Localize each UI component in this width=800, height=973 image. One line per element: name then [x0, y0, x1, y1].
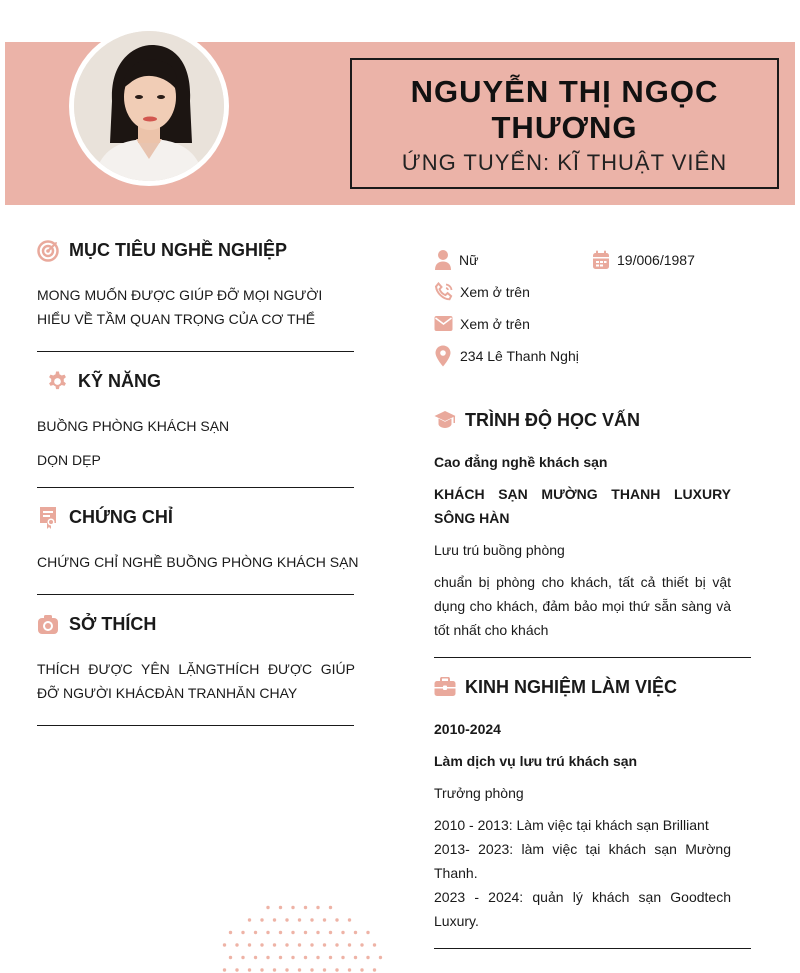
decorative-dot	[291, 931, 294, 934]
decorative-dot	[354, 931, 357, 934]
decorative-dot	[223, 943, 226, 946]
decorative-dot	[260, 968, 263, 971]
divider	[37, 487, 354, 488]
decorative-dot	[316, 906, 319, 909]
decorative-dot	[304, 906, 307, 909]
decorative-dot	[316, 956, 319, 959]
candidate-name: NGUYỄN THỊ NGỌC THƯƠNG	[410, 74, 719, 145]
decorative-dot	[329, 956, 332, 959]
decorative-dot	[248, 968, 251, 971]
decorative-dot	[348, 968, 351, 971]
hobbies-text: THÍCH ĐƯỢC YÊN LẶNGTHÍCH ĐƯỢC GIÚP ĐỠ NGƯỜI KHÁCĐÀN TRANHĂN CHAY	[37, 661, 355, 701]
decorative-dot	[273, 943, 276, 946]
decorative-dot	[298, 918, 301, 921]
calendar-icon	[592, 250, 610, 270]
decorative-dot	[273, 918, 276, 921]
decorative-dot	[360, 943, 363, 946]
decorative-dot	[248, 943, 251, 946]
decorative-dot	[285, 918, 288, 921]
divider	[434, 948, 751, 949]
skills-title: KỸ NĂNG	[78, 371, 162, 391]
location-icon	[435, 345, 451, 367]
decorative-dot	[373, 968, 376, 971]
divider	[37, 351, 354, 352]
skill-item: DỌN DẸP	[37, 452, 101, 468]
gear-icon	[46, 370, 69, 393]
experience-job: Làm dịch vụ lưu trú khách sạn	[434, 753, 638, 769]
decorative-dot	[241, 931, 244, 934]
decorative-dots	[205, 888, 395, 973]
divider	[37, 594, 354, 595]
address-value: 234 Lê Thanh Nghị	[460, 348, 579, 364]
briefcase-icon	[434, 677, 456, 697]
education-description: chuẩn bị phòng cho khách, tất cả thiết bị vật dụng cho khách, đảm bảo mọi thứ sẵn sàng và tốt nhất cho khách	[434, 574, 731, 638]
decorative-dot	[348, 918, 351, 921]
education-major: Lưu trú buồng phòng	[434, 542, 565, 558]
decorative-dot	[254, 931, 257, 934]
education-degree: Cao đẳng nghề khách sạn	[434, 454, 608, 470]
decorative-dot	[323, 943, 326, 946]
objective-text: MONG MUỐN ĐƯỢC GIÚP ĐỠ MỌI NGƯỜI HIỂU VỀ TẦM QUAN TRỌNG CỦA CƠ THỂ	[37, 287, 323, 327]
experience-detail: 2010 - 2013: Làm việc tại khách sạn Brilliant	[434, 817, 709, 833]
experience-title: KINH NGHIỆM LÀM VIỆC	[465, 677, 678, 697]
decorative-dot	[285, 968, 288, 971]
decorative-dot	[223, 968, 226, 971]
camera-icon	[37, 614, 59, 636]
decorative-dot	[298, 943, 301, 946]
decorative-dot	[229, 956, 232, 959]
decorative-dot	[279, 931, 282, 934]
certificates-title: CHỨNG CHỈ	[69, 507, 173, 527]
skill-item: BUỒNG PHÒNG KHÁCH SẠN	[37, 418, 230, 434]
decorative-dot	[248, 918, 251, 921]
experience-detail: 2023 - 2024: quản lý khách sạn Goodtech Luxury.	[434, 889, 731, 929]
education-title: TRÌNH ĐỘ HỌC VẤN	[465, 410, 640, 430]
divider	[434, 657, 751, 658]
decorative-dot	[279, 956, 282, 959]
decorative-dot	[329, 931, 332, 934]
applied-position: ỨNG TUYỂN: KĨ THUẬT VIÊN	[401, 150, 728, 175]
decorative-dot	[266, 931, 269, 934]
decorative-dot	[285, 943, 288, 946]
experience-position: Trưởng phòng	[434, 785, 524, 801]
user-icon	[434, 249, 452, 271]
decorative-dot	[266, 906, 269, 909]
decorative-dot	[291, 906, 294, 909]
decorative-dot	[366, 931, 369, 934]
decorative-dot	[335, 968, 338, 971]
phone-icon	[434, 282, 454, 302]
decorative-dot	[310, 943, 313, 946]
decorative-dot	[348, 943, 351, 946]
gender-value: Nữ	[459, 252, 479, 268]
mail-icon	[434, 315, 453, 332]
decorative-dot	[304, 956, 307, 959]
decorative-dot	[373, 943, 376, 946]
experience-detail: 2013- 2023: làm việc tại khách sạn Mường Thanh.	[434, 841, 731, 881]
decorative-dot	[323, 918, 326, 921]
decorative-dot	[310, 918, 313, 921]
decorative-dot	[260, 918, 263, 921]
decorative-dot	[266, 956, 269, 959]
decorative-dot	[279, 906, 282, 909]
decorative-dot	[273, 968, 276, 971]
name-box	[350, 58, 779, 189]
avatar	[69, 26, 229, 186]
decorative-dot	[229, 931, 232, 934]
decorative-dot	[235, 943, 238, 946]
decorative-dot	[366, 956, 369, 959]
decorative-dot	[323, 968, 326, 971]
decorative-dot	[379, 956, 382, 959]
decorative-dot	[298, 968, 301, 971]
email-value: Xem ở trên	[460, 316, 530, 332]
profile-photo	[74, 31, 224, 181]
decorative-dot	[360, 968, 363, 971]
decorative-dot	[354, 956, 357, 959]
decorative-dot	[241, 956, 244, 959]
decorative-dot	[335, 918, 338, 921]
decorative-dot	[341, 931, 344, 934]
decorative-dot	[260, 943, 263, 946]
graduation-cap-icon	[434, 410, 456, 430]
decorative-dot	[291, 956, 294, 959]
divider	[37, 725, 354, 726]
birthday-value: 19/006/1987	[617, 252, 695, 268]
decorative-dot	[304, 931, 307, 934]
certificate-icon	[38, 506, 58, 530]
decorative-dot	[310, 968, 313, 971]
decorative-dot	[254, 956, 257, 959]
target-icon	[37, 240, 59, 262]
education-school: KHÁCH SẠN MƯỜNG THANH LUXURY SÔNG HÀN	[434, 486, 731, 526]
decorative-dot	[335, 943, 338, 946]
certificate-text: CHỨNG CHỈ NGHỀ BUỒNG PHÒNG KHÁCH SẠN	[37, 554, 359, 570]
decorative-dot	[329, 906, 332, 909]
decorative-dot	[235, 968, 238, 971]
objective-title: MỤC TIÊU NGHỀ NGHIỆP	[69, 240, 288, 260]
phone-value: Xem ở trên	[460, 284, 530, 300]
decorative-dot	[316, 931, 319, 934]
hobbies-title: SỞ THÍCH	[69, 614, 157, 634]
experience-period: 2010-2024	[434, 721, 501, 737]
decorative-dot	[341, 956, 344, 959]
